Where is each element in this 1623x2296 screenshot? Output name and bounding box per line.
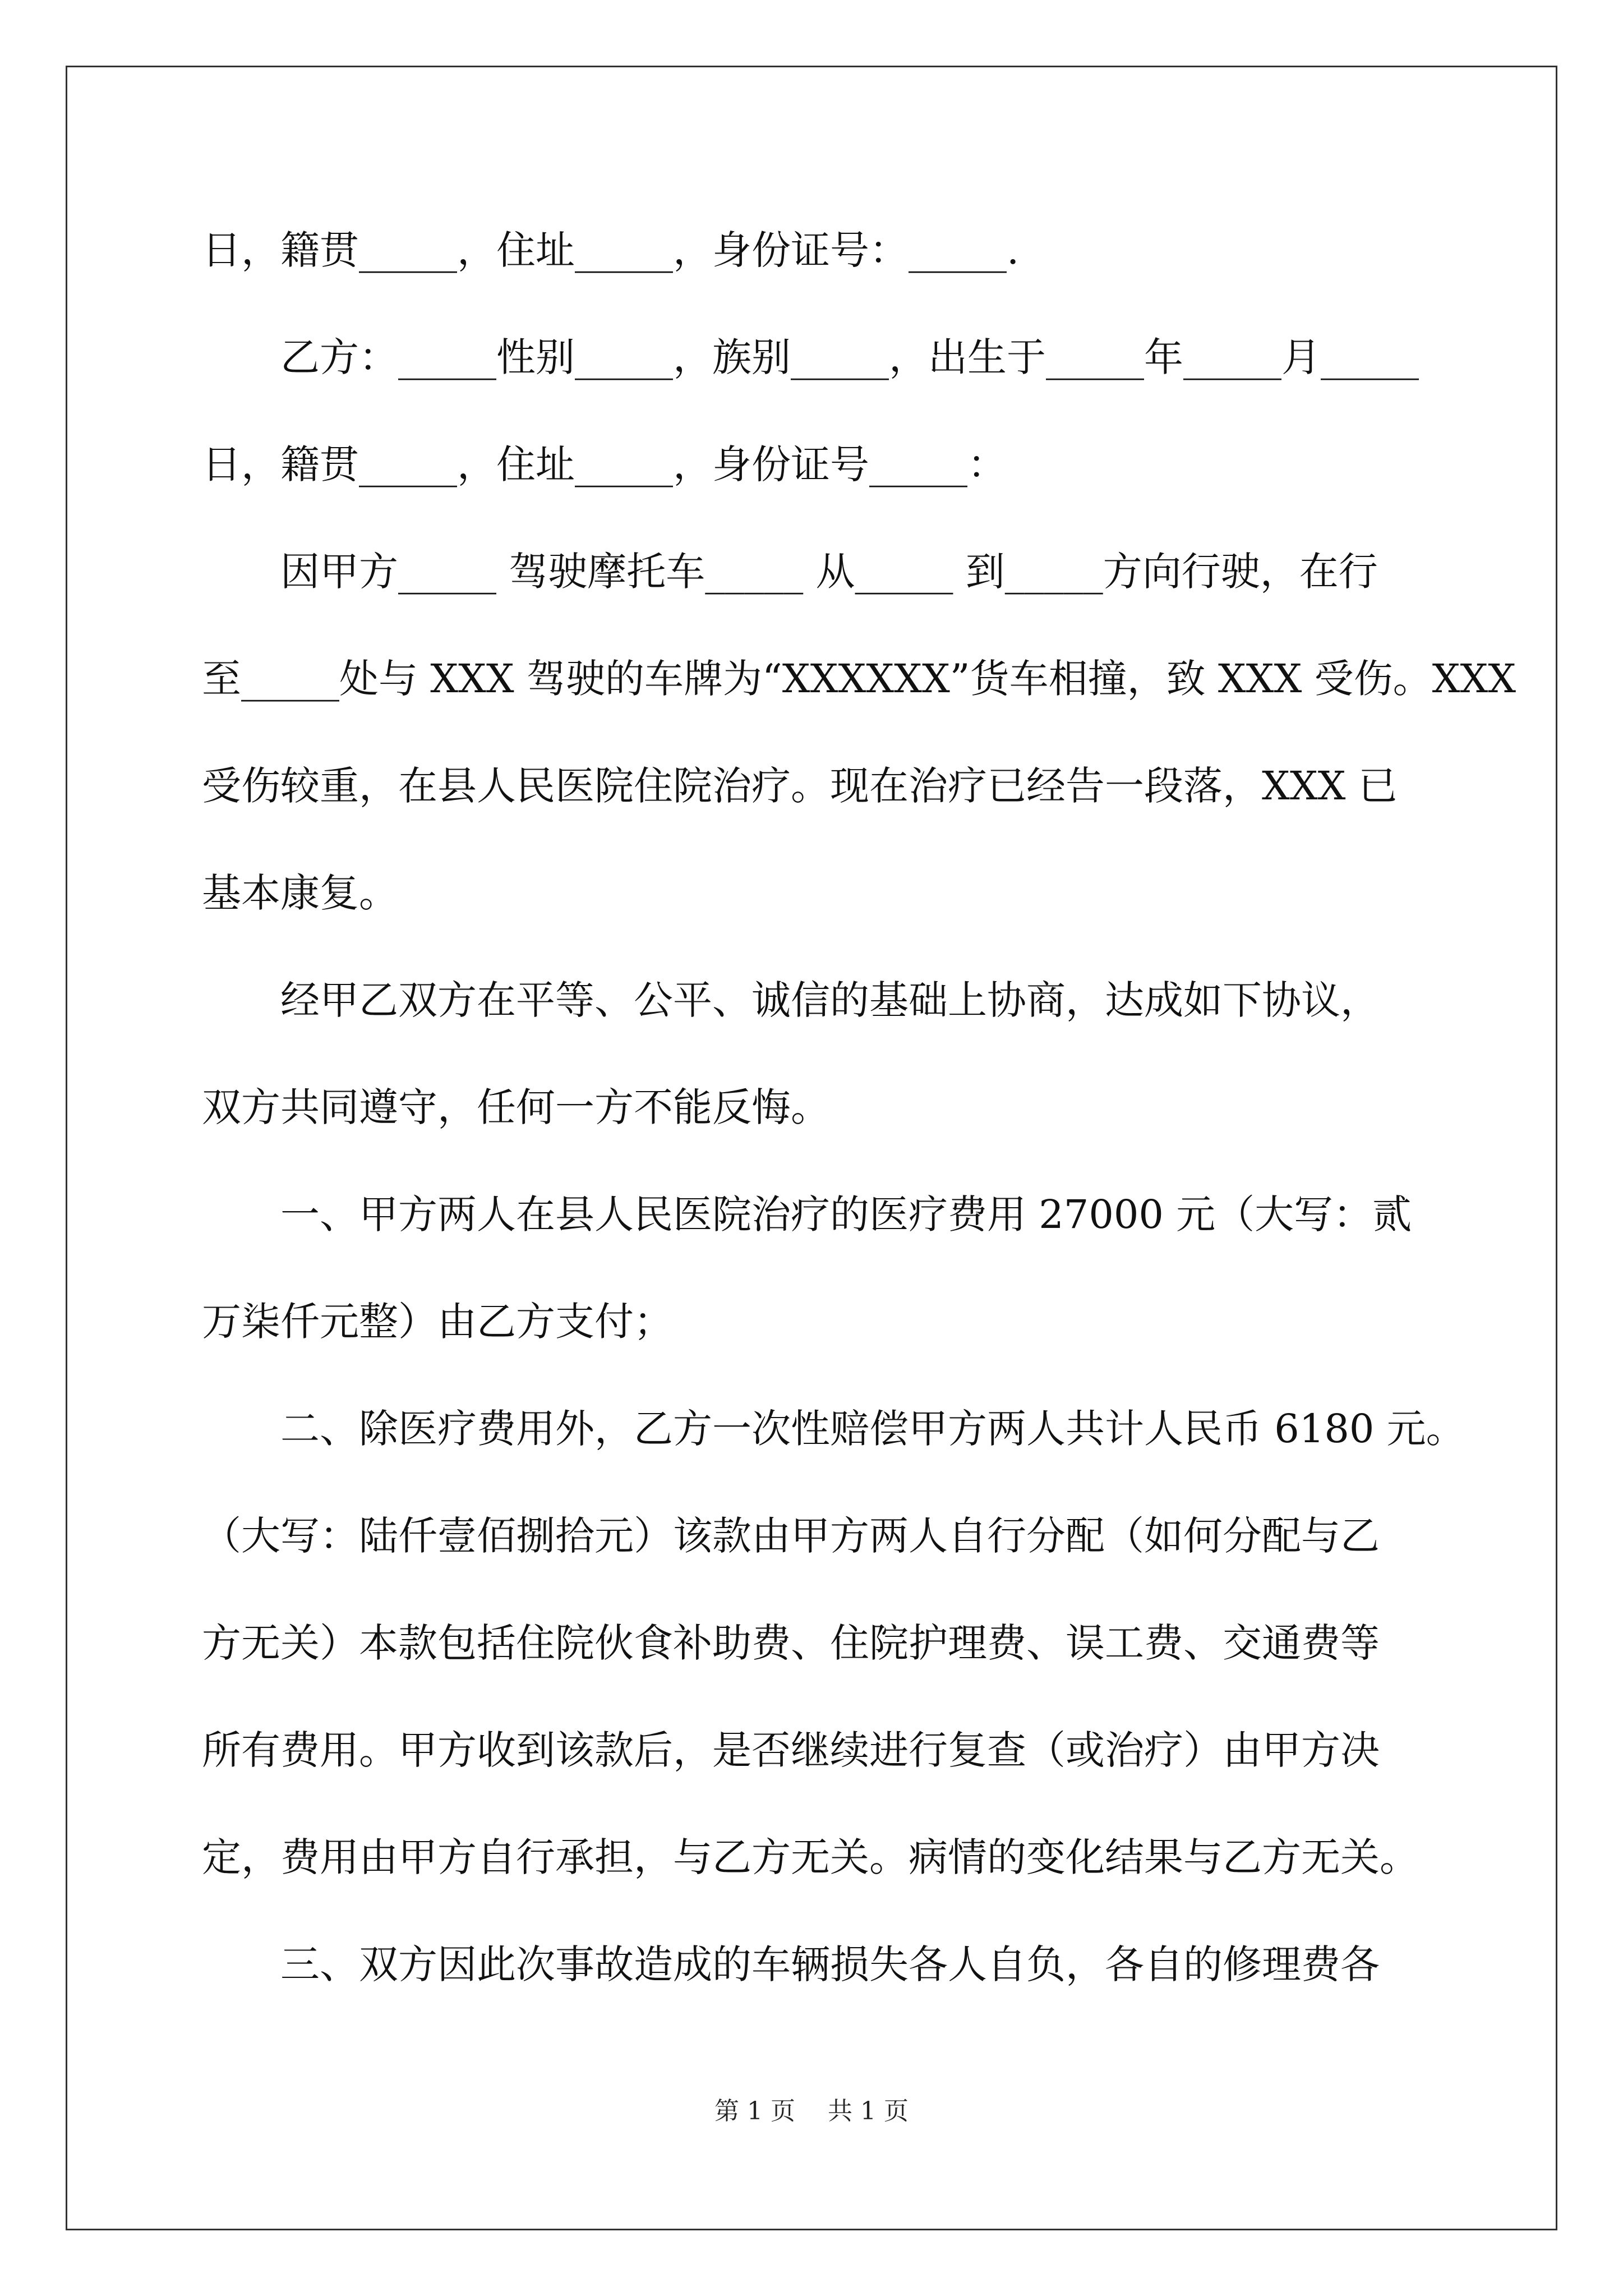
text-line: 万柒仟元整）由乙方支付； [202,1299,673,1345]
text-line: 因甲方_____ 驾驶摩托车_____ 从_____ 到_____方向行驶，在行 [202,549,1378,595]
text-line: 受伤较重，在县人民医院住院治疗。现在治疗已经告一段落，XXX 已 [202,763,1398,809]
page-number-footer: 第 1 页 共 1 页 [714,2097,909,2125]
page-border [66,66,1557,2230]
text-line: 乙方：_____性别_____，族别_____，出生于_____年_____月_____ [202,334,1419,380]
text-line: 日，籍贯_____，住址_____，身份证号_____： [202,441,1007,487]
text-line: 定，费用由甲方自行承担，与乙方无关。病情的变化结果与乙方无关。 [202,1834,1419,1880]
text-line: 方无关）本款包括住院伙食补助费、住院护理费、误工费、交通费等 [202,1620,1380,1666]
text-line: 所有费用。甲方收到该款后，是否继续进行复查（或治疗）由甲方决 [202,1727,1380,1773]
text-line: 基本康复。 [202,870,398,916]
text-line: 双方共同遵守，任何一方不能反悔。 [202,1084,830,1130]
text-line: 至_____处与 XXX 驾驶的车牌为“XXXXXX”货车相撞，致 XXX 受伤。XXX [202,656,1516,702]
text-line: （大写：陆仟壹佰捌拾元）该款由甲方两人自行分配（如何分配与乙 [202,1513,1380,1559]
text-line: 三、双方因此次事故造成的车辆损失各人自负，各自的修理费各 [202,1941,1380,1987]
text-line: 经甲乙双方在平等、公平、诚信的基础上协商，达成如下协议， [202,977,1380,1023]
text-line: 日，籍贯_____，住址_____，身份证号：_____. [202,227,1020,273]
text-line: 二、除医疗费用外，乙方一次性赔偿甲方两人共计人民币 6180 元。 [202,1406,1465,1452]
text-line: 一、甲方两人在县人民医院治疗的医疗费用 27000 元（大写：贰 [202,1191,1412,1237]
